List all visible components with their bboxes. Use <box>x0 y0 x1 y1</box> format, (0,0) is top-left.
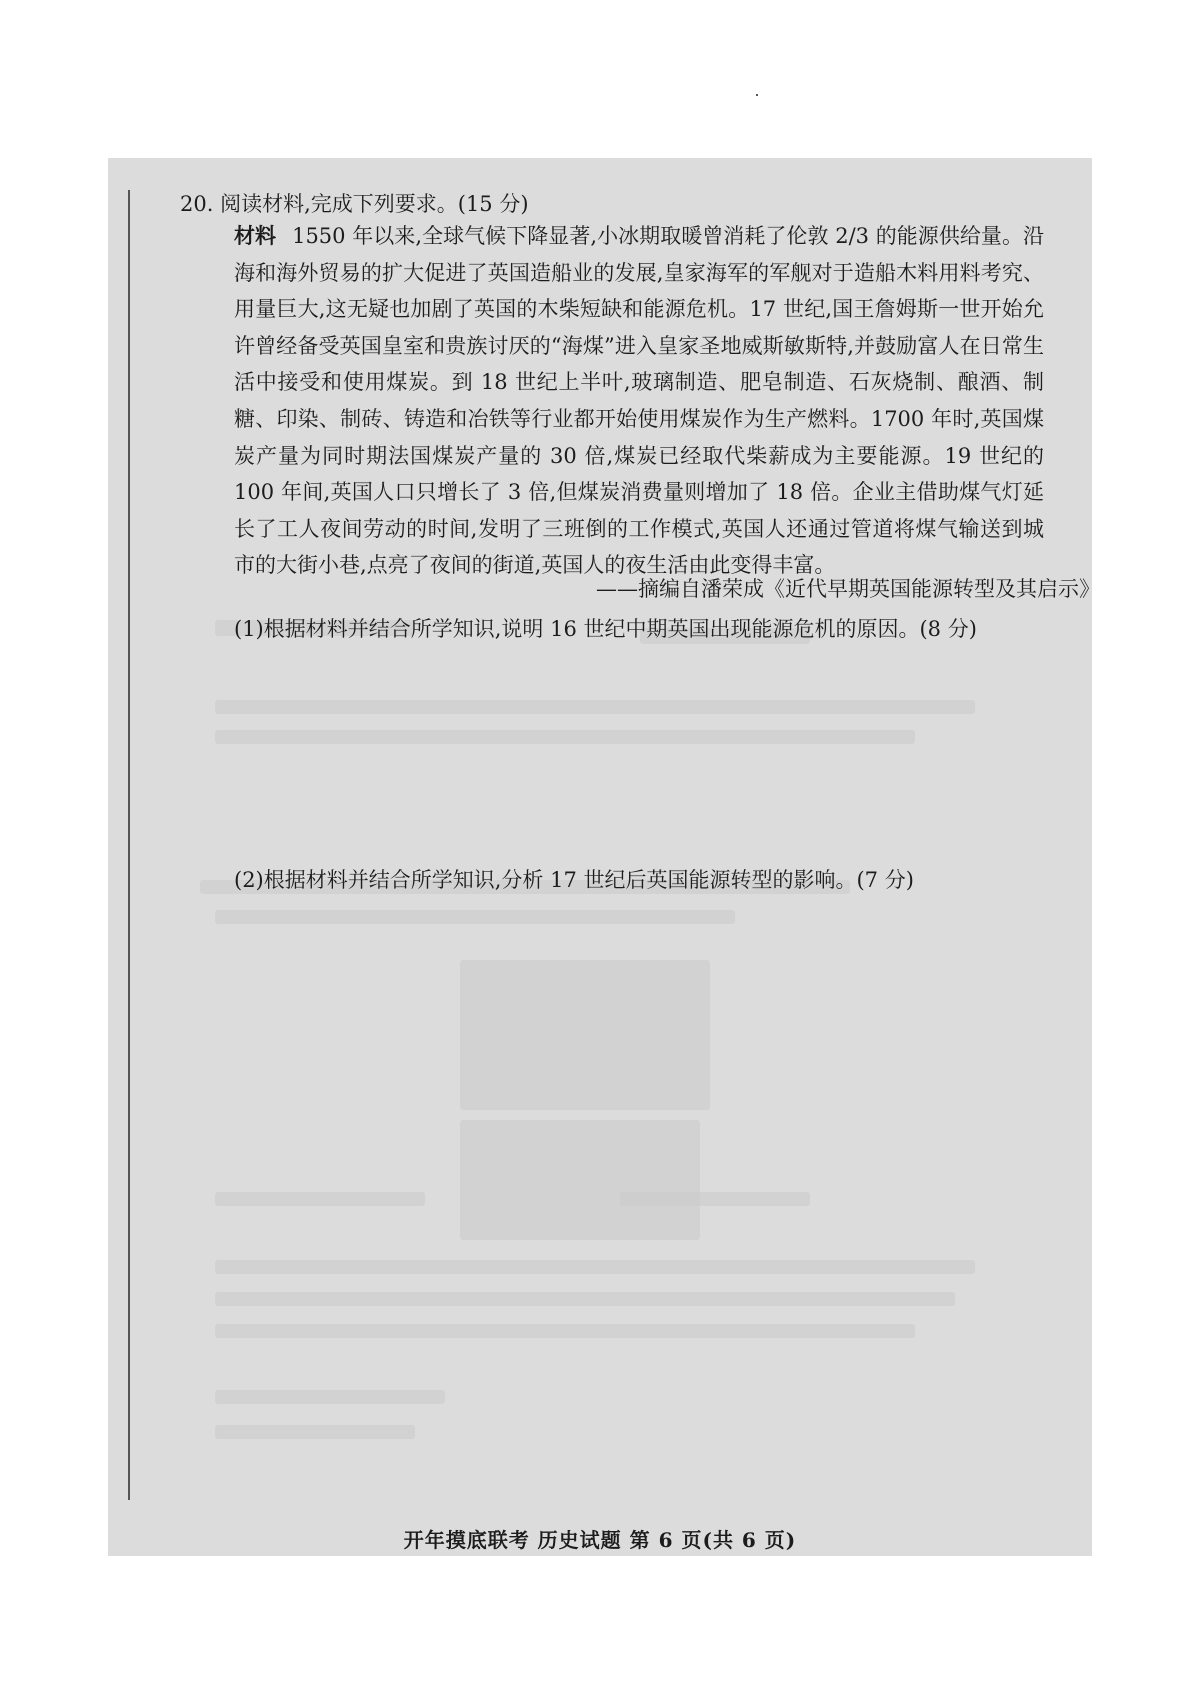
bleed-through <box>215 1324 915 1338</box>
sub-question-2: (2)根据材料并结合所学知识,分析 17 世纪后英国能源转型的影响。(7 分) <box>234 868 914 892</box>
material-label: 材料 <box>234 223 277 248</box>
bleed-through <box>215 1192 425 1206</box>
material-text: 1550 年以来,全球气候下降显著,小冰期取暖曾消耗了伦敦 2/3 的能源供给量。沿海和海外贸易的扩大促进了英国造船业的发展,皇家海军的军舰对于造船木料用料考究、用量巨大,这无疑也加剧了英国的木柴短缺和能源危机。17 世纪,国王詹姆斯一世开始允许曾经备受英国皇室和贵族讨厌的“海煤”进入皇家圣地威斯敏斯特,并鼓励富人在日常生活中接受和使用煤炭。到 18 世纪上半叶,玻璃制造、肥皂制造、石灰烧制、酿酒、制糖、印染、制砖、铸造和冶铁等行业都开始使用煤炭作为生产燃料。1700 年时,英国煤炭产量为同时期法国煤炭产量的 30 倍,煤炭已经取代柴薪成为主要能源。19 世纪的 100 年间,英国人口只增长了 3 倍,但煤炭消费量则增加了 18 倍。企业主借助煤气灯延长了工人夜间劳动的时间,发明了三班倒的工作模式,英国人还通过管道将煤气输送到城市的大街小巷,点亮了夜间的街道,英国人的夜生活由此变得丰富。 <box>234 224 1044 578</box>
question-title: 20. 阅读材料,完成下列要求。(15 分) <box>180 192 529 216</box>
margin-line <box>128 190 130 1500</box>
bleed-through <box>215 700 975 714</box>
sub-question-1: (1)根据材料并结合所学知识,说明 16 世纪中期英国出现能源危机的原因。(8 分) <box>234 617 977 641</box>
material-source: ——摘编自潘荣成《近代早期英国能源转型及其启示》 <box>596 577 1100 601</box>
bleed-through <box>215 910 735 924</box>
bleed-through <box>215 1425 415 1439</box>
speck <box>756 94 758 96</box>
bleed-through <box>215 1292 955 1306</box>
page-footer: 开年摸底联考 历史试题 第 6 页(共 6 页) <box>403 1528 797 1552</box>
bleed-through <box>460 960 710 1110</box>
bleed-through <box>620 1192 810 1206</box>
bleed-through <box>215 730 915 744</box>
bleed-through <box>460 1120 700 1240</box>
material-paragraph <box>234 218 1044 584</box>
bleed-through <box>215 1260 975 1274</box>
bleed-through <box>215 1390 445 1404</box>
